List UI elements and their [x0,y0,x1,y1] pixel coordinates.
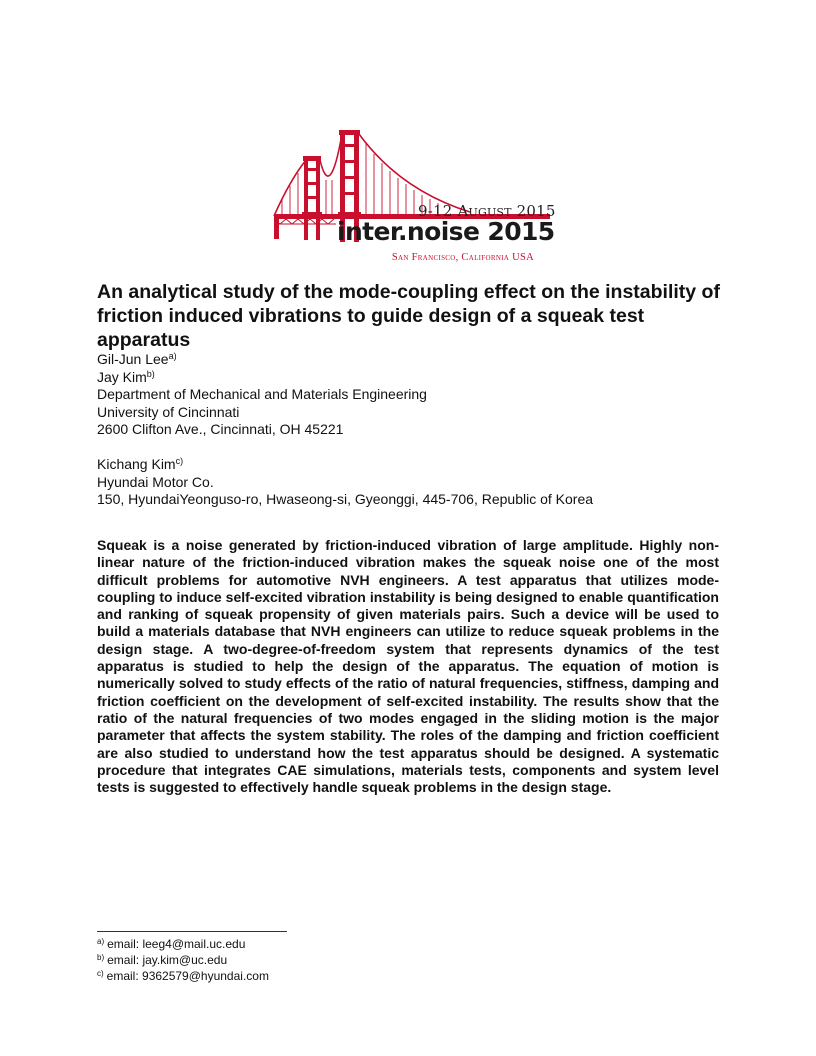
footnotes [97,936,497,984]
author-footnote-mark: a) [168,351,177,361]
affiliation-university: University of Cincinnati [97,403,240,420]
author-line [97,369,737,387]
author-footnote-mark: b) [146,368,155,379]
golden-gate-bridge-logo [270,120,556,270]
author-line [97,456,737,474]
author-block [97,351,737,509]
conference-name: inter.noise 2015 [337,217,555,246]
footnote-divider [97,931,287,932]
abstract: Squeak is a noise generated by friction-induced vibration of large amplitude. Highly non-linear nature of the friction-induced vibration makes the squeak noise one of the most difficult problems for automotive NVH engineers. A test apparatus that utilizes mode-coupling to induce self-excited vibration instability is being designed to enable quantification and ranking of squeak propensity of given materials pairs. Such a device will be used to build a materials database that NVH engineers can utilize to reduce squeak problems in the design stage. A two-degree-of-freedom system that represents dynamics of the test apparatus is studied to help the design of the apparatus. The equation of motion is numerically solved to study effects of the ratio of natural frequencies, stiffness, damping and friction coefficient on the development of self-excited instability. The results show that the ratio of the natural frequencies of two modes engaged in the sliding motion is the major parameter that affects the system stability. The roles of the damping and friction coefficient are also studied to understand how the test apparatus should be designed. A systematic procedure that integrates CAE simulations, materials tests, components and system level tests is suggested to effectively handle squeak problems in the design stage. [97,537,719,796]
paper-title: An analytical study of the mode-coupling effect on the instability of friction induced vibrations to guide design of a squeak test apparatus [97,281,720,351]
affiliation-organization: Hyundai Motor Co. [97,473,214,490]
affiliation-address: 2600 Clifton Ave., Cincinnati, OH 45221 [97,421,344,438]
footnote-email: email: leeg4@mail.uc.edu [107,937,246,951]
footnote-mark: c) [97,969,104,978]
affiliation-department: Department of Mechanical and Materials Engineering [97,386,427,403]
author-name: Kichang Kim [97,455,176,472]
footnote [97,936,497,952]
author-line [97,351,737,369]
author-footnote-mark: c) [175,455,184,466]
footnote-email: email: jay.kim@uc.edu [107,953,228,967]
affiliation-address: 150, HyundaiYeonguso-ro, Hwaseong-si, Gyeonggi, 445-706, Republic of Korea [97,491,594,508]
footnote-mark: a) [97,937,105,946]
footnote-mark: b) [97,953,105,962]
conference-location: San Francisco, California USA [391,252,534,263]
author-name: Jay Kim [97,368,147,385]
footnote [97,968,497,984]
conference-date: 9-12 August 2015 [418,202,556,220]
spacer [97,439,737,456]
footnote-email: email: 9362579@hyundai.com [106,969,269,983]
footnote [97,952,497,968]
author-name: Gil-Jun Lee [97,351,169,367]
